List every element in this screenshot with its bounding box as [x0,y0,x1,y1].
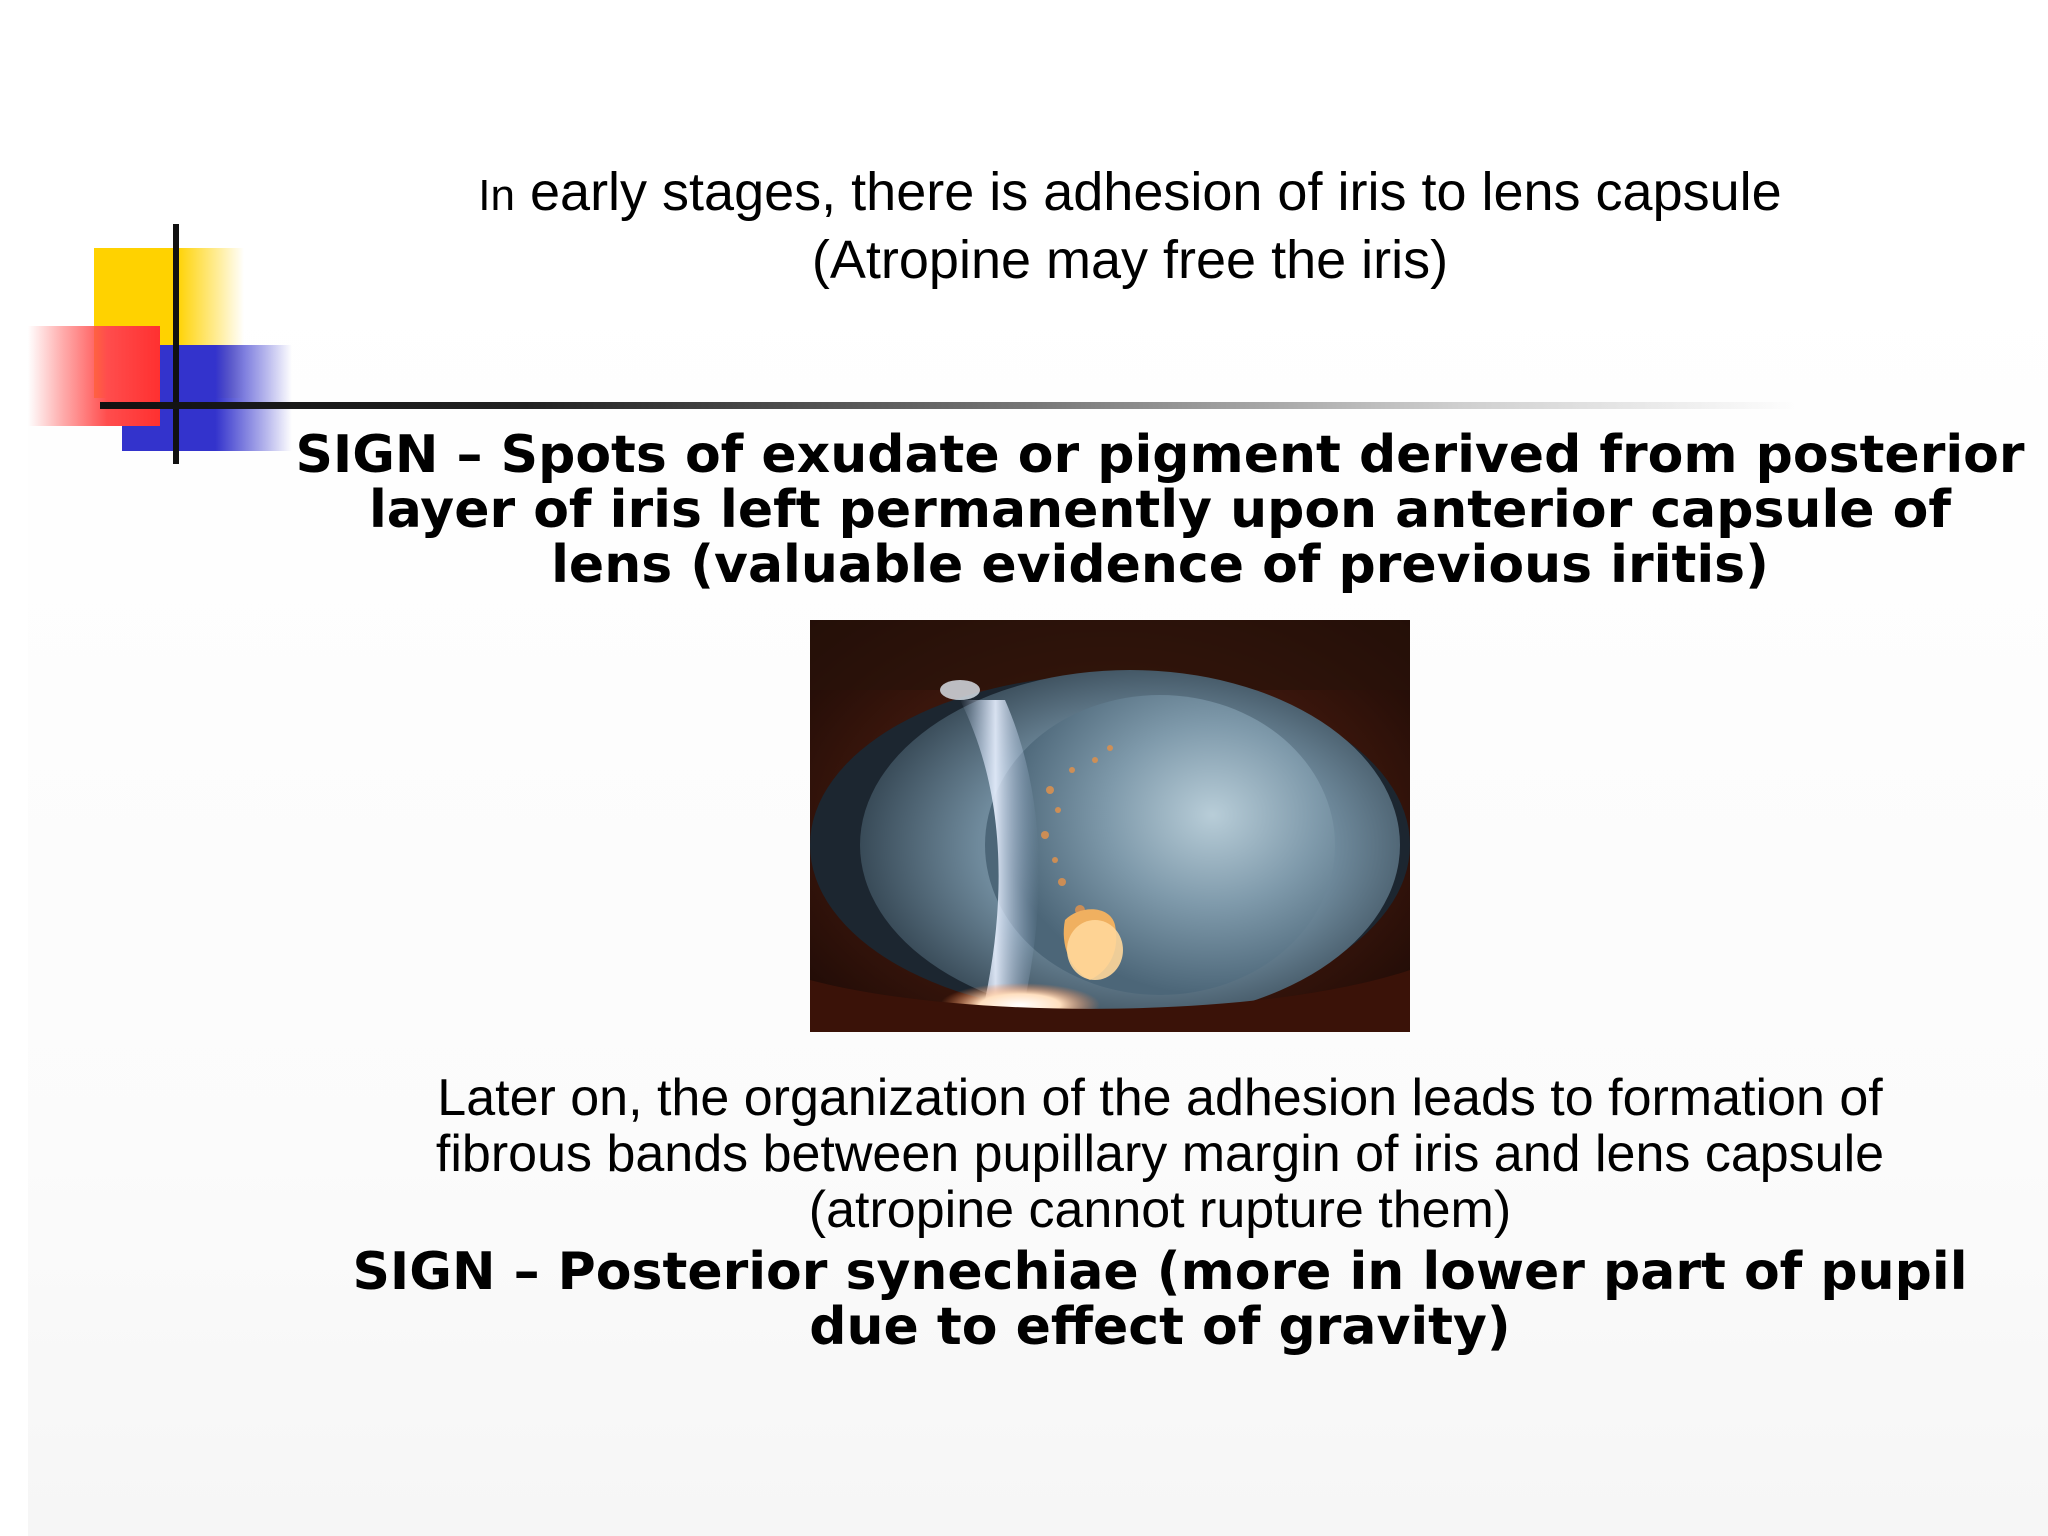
sign1-line1: SIGN – Spots of exudate or pigment derived from posterior [295,425,2025,485]
intro-text [380,160,1880,292]
later-line3: (atropine cannot rupture them) [808,1181,1512,1239]
logo-red-square [28,326,160,426]
sign-spots-of-exudate [280,425,2040,595]
sign2-line2: due to effect of gravity) [809,1297,1511,1357]
later-stage-text [280,1070,2040,1238]
eye-photo [810,620,1410,1032]
intro-first-word: In [478,171,515,220]
sign2-line1: SIGN – Posterior synechiae (more in lower part of pupil [352,1242,1968,1302]
sign1-line2: layer of iris left permanently upon anterior capsule of [368,480,1951,540]
sign1-line3: lens (valuable evidence of previous iritis) [551,535,1769,595]
intro-line2: (Atropine may free the iris) [811,230,1449,290]
intro-line1: early stages, there is adhesion of iris to lens capsule [515,162,1782,222]
sign-posterior-synechiae [280,1242,2040,1357]
title-divider-line [100,402,1800,409]
later-line2: fibrous bands between pupillary margin of iris and lens capsule [435,1125,1885,1183]
later-line1: Later on, the organization of the adhesion leads to formation of [437,1069,1883,1127]
logo-vertical-line [173,224,179,464]
